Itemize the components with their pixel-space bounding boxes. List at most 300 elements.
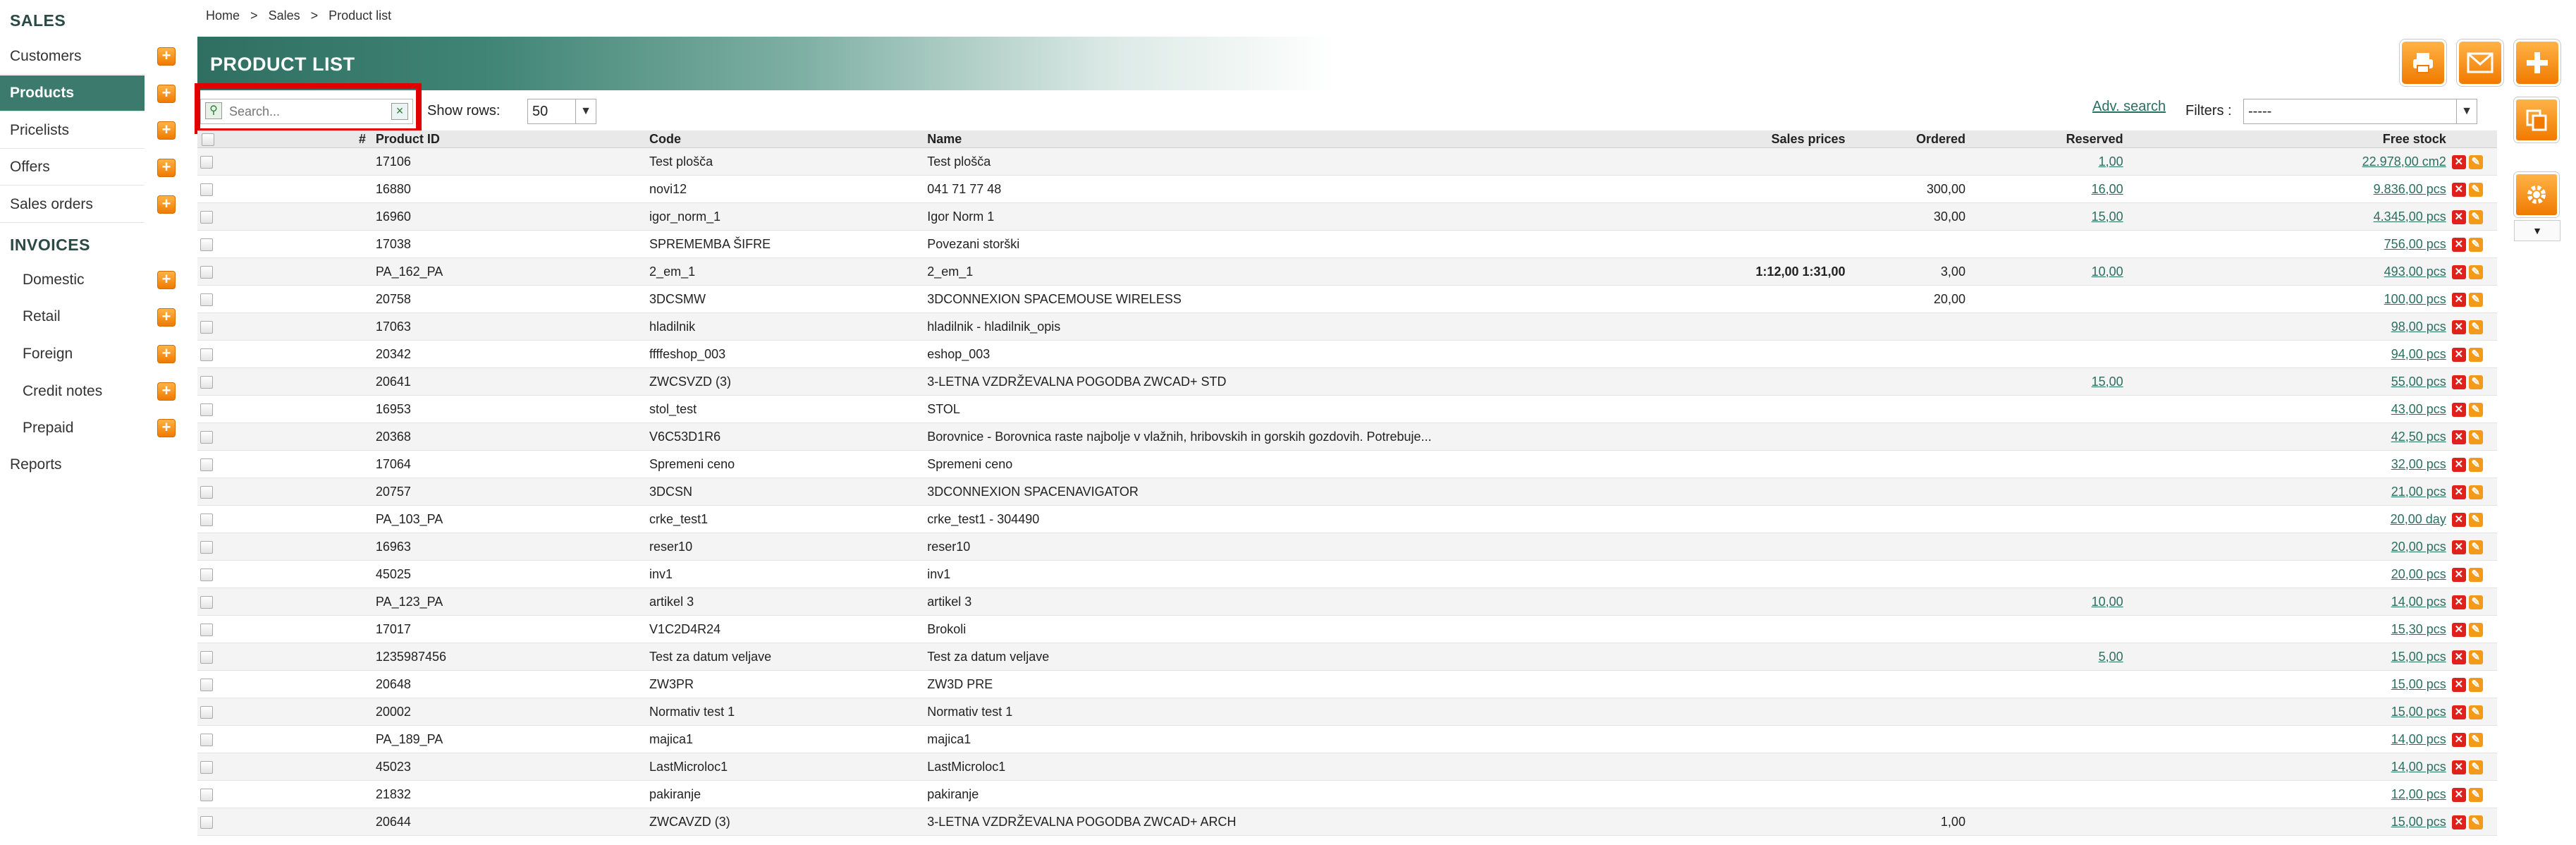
cell-free-stock-link[interactable]: 12,00 pcs <box>2391 786 2446 801</box>
cell-name: crke_test1 - 304490 <box>924 506 1743 533</box>
cell-sales-prices <box>1743 588 1848 616</box>
cell-free-stock-link[interactable]: 15,30 pcs <box>2391 621 2446 636</box>
cell-free-stock-link[interactable]: 14,00 pcs <box>2391 594 2446 609</box>
row-checkbox[interactable] <box>197 451 219 478</box>
edit-icon[interactable]: ✎ <box>2469 238 2483 252</box>
cell-code: ZWCSVZD (3) <box>646 368 924 396</box>
cell-free-stock-link[interactable]: 43,00 pcs <box>2391 401 2446 416</box>
delete-icon[interactable]: ✕ <box>2452 540 2466 554</box>
table-row[interactable] <box>197 616 2497 643</box>
cell-product-id[interactable]: 17063 <box>369 313 646 341</box>
delete-icon[interactable]: ✕ <box>2452 375 2466 389</box>
cell-reserved-link[interactable]: 10,00 <box>2091 264 2123 279</box>
edit-icon[interactable]: ✎ <box>2469 760 2483 774</box>
table-row[interactable] <box>197 808 2497 836</box>
cell-sales-prices <box>1743 231 1848 258</box>
filters-label: Filters : <box>2185 103 2232 118</box>
edit-icon[interactable]: ✎ <box>2469 320 2483 334</box>
cell-free-stock-link[interactable]: 20,00 day <box>2390 511 2446 526</box>
add-button[interactable] <box>2514 39 2560 86</box>
cell-product-id[interactable]: 20758 <box>369 286 646 313</box>
cell-reserved[interactable] <box>1968 643 2126 671</box>
cell-free-stock[interactable] <box>2126 451 2449 478</box>
row-checkbox[interactable] <box>197 671 219 698</box>
cell-code: ffffeshop_003 <box>646 341 924 368</box>
delete-icon[interactable]: ✕ <box>2452 485 2466 499</box>
cell-free-stock[interactable] <box>2126 726 2449 753</box>
cell-free-stock[interactable] <box>2126 148 2449 176</box>
cell-product-id[interactable]: 21832 <box>369 781 646 808</box>
cell-free-stock-link[interactable]: 4.345,00 pcs <box>2373 209 2446 224</box>
cell-product-id[interactable]: PA_189_PA <box>369 726 646 753</box>
delete-icon[interactable]: ✕ <box>2452 458 2466 472</box>
cell-free-stock[interactable] <box>2126 258 2449 286</box>
edit-icon[interactable]: ✎ <box>2469 458 2483 472</box>
cell-free-stock-link[interactable]: 15,00 pcs <box>2391 649 2446 664</box>
sidebar-item-label: Domestic <box>23 272 85 288</box>
table-row[interactable] <box>197 726 2497 753</box>
cell-code: V6C53D1R6 <box>646 423 924 451</box>
cell-free-stock[interactable] <box>2126 561 2449 588</box>
sidebar-item-reports[interactable] <box>0 447 145 482</box>
row-checkbox[interactable] <box>197 561 219 588</box>
cell-product-id[interactable]: 17106 <box>369 148 646 176</box>
cell-code: 3DCSN <box>646 478 924 506</box>
cell-reserved[interactable] <box>1968 148 2126 176</box>
row-checkbox[interactable] <box>197 698 219 726</box>
edit-icon[interactable]: ✎ <box>2469 788 2483 802</box>
table-row[interactable] <box>197 588 2497 616</box>
edit-icon[interactable]: ✎ <box>2469 155 2483 169</box>
edit-icon[interactable]: ✎ <box>2469 705 2483 719</box>
col-header-code[interactable]: Code <box>646 130 924 148</box>
row-num <box>219 396 369 423</box>
edit-icon[interactable]: ✎ <box>2469 265 2483 279</box>
cell-product-id[interactable]: 16880 <box>369 176 646 203</box>
cell-product-id[interactable]: 17038 <box>369 231 646 258</box>
delete-icon[interactable]: ✕ <box>2452 733 2466 747</box>
cell-product-id[interactable]: 17064 <box>369 451 646 478</box>
cell-name: 041 71 77 48 <box>924 176 1743 203</box>
edit-icon[interactable]: ✎ <box>2469 485 2483 499</box>
cell-reserved[interactable] <box>1968 451 2126 478</box>
add-product-icon[interactable]: + <box>157 85 176 103</box>
sidebar-item-label: Sales orders <box>10 196 93 212</box>
col-header-free-stock[interactable]: Free stock <box>2126 130 2449 148</box>
cell-free-stock[interactable] <box>2126 423 2449 451</box>
table-row[interactable] <box>197 478 2497 506</box>
col-header-name[interactable]: Name <box>924 130 1743 148</box>
cell-product-id[interactable]: 16960 <box>369 203 646 231</box>
cell-name: 2_em_1 <box>924 258 1743 286</box>
filters-value: ----- <box>2248 104 2272 119</box>
sidebar-item-foreign[interactable] <box>0 336 145 372</box>
cell-reserved[interactable] <box>1968 726 2126 753</box>
cell-free-stock-link[interactable]: 15,00 pcs <box>2391 814 2446 829</box>
cell-reserved[interactable] <box>1968 533 2126 561</box>
cell-free-stock[interactable] <box>2126 231 2449 258</box>
cell-name: majica1 <box>924 726 1743 753</box>
cell-ordered <box>1848 561 1968 588</box>
edit-icon[interactable]: ✎ <box>2469 403 2483 417</box>
row-checkbox[interactable] <box>197 423 219 451</box>
cell-product-id[interactable]: PA_123_PA <box>369 588 646 616</box>
cell-reserved[interactable] <box>1968 698 2126 726</box>
cell-free-stock-link[interactable]: 15,00 pcs <box>2391 676 2446 691</box>
sidebar-item-customers[interactable] <box>0 39 145 75</box>
cell-free-stock-link[interactable]: 55,00 pcs <box>2391 374 2446 389</box>
row-checkbox[interactable] <box>197 203 219 231</box>
row-checkbox[interactable] <box>197 478 219 506</box>
row-checkbox[interactable] <box>197 643 219 671</box>
settings-button[interactable] <box>2514 172 2559 217</box>
edit-icon[interactable]: ✎ <box>2469 540 2483 554</box>
cell-free-stock[interactable] <box>2126 808 2449 836</box>
cell-product-id[interactable]: 16953 <box>369 396 646 423</box>
cell-free-stock[interactable] <box>2126 176 2449 203</box>
page-header <box>197 37 2094 90</box>
cell-code: Spremeni ceno <box>646 451 924 478</box>
row-checkbox[interactable] <box>197 506 219 533</box>
show-rows-select[interactable] <box>527 99 596 124</box>
edit-icon[interactable]: ✎ <box>2469 678 2483 692</box>
cell-product-id[interactable]: 20757 <box>369 478 646 506</box>
cell-reserved[interactable] <box>1968 561 2126 588</box>
delete-icon[interactable]: ✕ <box>2452 155 2466 169</box>
edit-icon[interactable]: ✎ <box>2469 815 2483 829</box>
cell-sales-prices <box>1743 533 1848 561</box>
cell-free-stock[interactable] <box>2126 286 2449 313</box>
add-credit-note-icon[interactable]: + <box>157 382 176 401</box>
row-checkbox[interactable] <box>197 341 219 368</box>
delete-icon[interactable]: ✕ <box>2452 320 2466 334</box>
cell-reserved[interactable] <box>1968 231 2126 258</box>
sidebar-item-retail[interactable] <box>0 299 145 334</box>
cell-reserved[interactable] <box>1968 176 2126 203</box>
cell-name: reser10 <box>924 533 1743 561</box>
col-header-sales-prices[interactable]: Sales prices <box>1743 130 1848 148</box>
row-checkbox[interactable] <box>197 533 219 561</box>
mail-icon <box>2467 52 2494 73</box>
row-checkbox[interactable] <box>197 726 219 753</box>
edit-icon[interactable]: ✎ <box>2469 595 2483 609</box>
row-actions <box>2449 148 2497 176</box>
edit-icon[interactable]: ✎ <box>2469 733 2483 747</box>
cell-free-stock-link[interactable]: 14,00 pcs <box>2391 759 2446 774</box>
cell-ordered: 30,00 <box>1848 203 1968 231</box>
clear-search-icon[interactable]: × <box>391 103 408 120</box>
cell-reserved-link[interactable]: 1,00 <box>2098 154 2123 169</box>
cell-product-id[interactable]: 20648 <box>369 671 646 698</box>
edit-icon[interactable]: ✎ <box>2469 650 2483 664</box>
cell-free-stock[interactable] <box>2126 533 2449 561</box>
row-actions <box>2449 313 2497 341</box>
breadcrumb <box>206 8 398 23</box>
cell-free-stock-link[interactable]: 42,50 pcs <box>2391 429 2446 444</box>
cell-free-stock[interactable] <box>2126 781 2449 808</box>
cell-name: 3-LETNA VZDRŽEVALNA POGODBA ZWCAD+ ARCH <box>924 808 1743 836</box>
cell-name: 3-LETNA VZDRŽEVALNA POGODBA ZWCAD+ STD <box>924 368 1743 396</box>
settings-dropdown-caret[interactable]: ▼ <box>2514 220 2560 241</box>
delete-icon[interactable]: ✕ <box>2452 293 2466 307</box>
edit-icon[interactable]: ✎ <box>2469 623 2483 637</box>
cell-reserved[interactable] <box>1968 203 2126 231</box>
delete-icon[interactable]: ✕ <box>2452 348 2466 362</box>
row-checkbox[interactable] <box>197 781 219 808</box>
cell-free-stock-link[interactable]: 9.836,00 pcs <box>2373 181 2446 196</box>
cell-reserved[interactable] <box>1968 616 2126 643</box>
cell-free-stock[interactable] <box>2126 506 2449 533</box>
row-num <box>219 341 369 368</box>
cell-free-stock-link[interactable]: 100,00 pcs <box>2384 291 2446 306</box>
edit-icon[interactable]: ✎ <box>2469 348 2483 362</box>
cell-product-id[interactable]: 20368 <box>369 423 646 451</box>
cell-product-id[interactable]: 20002 <box>369 698 646 726</box>
cell-reserved[interactable] <box>1968 286 2126 313</box>
row-num <box>219 781 369 808</box>
cell-reserved-link[interactable]: 15,00 <box>2091 374 2123 389</box>
cell-product-id[interactable]: 20644 <box>369 808 646 836</box>
edit-icon[interactable]: ✎ <box>2469 430 2483 444</box>
sidebar-item-credit-notes[interactable] <box>0 374 145 409</box>
row-actions <box>2449 781 2497 808</box>
row-checkbox[interactable] <box>197 808 219 836</box>
delete-icon[interactable]: ✕ <box>2452 513 2466 527</box>
delete-icon[interactable]: ✕ <box>2452 430 2466 444</box>
cell-free-stock-link[interactable]: 20,00 pcs <box>2391 539 2446 554</box>
email-button[interactable] <box>2457 39 2503 86</box>
cell-product-id[interactable]: 1235987456 <box>369 643 646 671</box>
delete-icon[interactable]: ✕ <box>2452 595 2466 609</box>
table-row[interactable] <box>197 423 2497 451</box>
table-row[interactable] <box>197 313 2497 341</box>
cell-sales-prices <box>1743 368 1848 396</box>
cell-free-stock-link[interactable]: 98,00 pcs <box>2391 319 2446 334</box>
cell-sales-prices <box>1743 808 1848 836</box>
delete-icon[interactable]: ✕ <box>2452 650 2466 664</box>
col-header-product-id[interactable]: Product ID <box>369 130 646 148</box>
sidebar-item-offers[interactable] <box>0 150 145 186</box>
table-row[interactable] <box>197 396 2497 423</box>
cell-reserved[interactable] <box>1968 313 2126 341</box>
cell-free-stock[interactable] <box>2126 616 2449 643</box>
table-row[interactable] <box>197 561 2497 588</box>
add-customer-icon[interactable]: + <box>157 47 176 66</box>
cell-sales-prices <box>1743 671 1848 698</box>
table-header-row <box>197 130 2497 148</box>
cell-product-id[interactable]: 16963 <box>369 533 646 561</box>
row-num <box>219 478 369 506</box>
cell-free-stock-link[interactable]: 15,00 pcs <box>2391 704 2446 719</box>
cell-product-id[interactable]: PA_103_PA <box>369 506 646 533</box>
cell-ordered <box>1848 753 1968 781</box>
cell-reserved[interactable] <box>1968 588 2126 616</box>
add-domestic-icon[interactable]: + <box>157 271 176 289</box>
table-row[interactable] <box>197 368 2497 396</box>
col-header-ordered[interactable]: Ordered <box>1848 130 1968 148</box>
cell-free-stock[interactable] <box>2126 313 2449 341</box>
row-num <box>219 533 369 561</box>
cell-name: 3DCONNEXION SPACEMOUSE WIRELESS <box>924 286 1743 313</box>
cell-free-stock[interactable] <box>2126 341 2449 368</box>
cell-reserved-link[interactable]: 16,00 <box>2091 181 2123 196</box>
table-row[interactable] <box>197 231 2497 258</box>
delete-icon[interactable]: ✕ <box>2452 238 2466 252</box>
cell-product-id[interactable]: 45023 <box>369 753 646 781</box>
row-checkbox[interactable] <box>197 286 219 313</box>
row-actions <box>2449 478 2497 506</box>
table-row[interactable] <box>197 258 2497 286</box>
filters-select[interactable] <box>2243 99 2477 124</box>
table-row[interactable] <box>197 451 2497 478</box>
edit-icon[interactable]: ✎ <box>2469 210 2483 224</box>
add-retail-icon[interactable]: + <box>157 308 176 327</box>
delete-icon[interactable]: ✕ <box>2452 760 2466 774</box>
copy-button[interactable] <box>2514 97 2559 142</box>
sidebar-item-label: Retail <box>23 308 61 324</box>
cell-free-stock[interactable] <box>2126 698 2449 726</box>
cell-reserved[interactable] <box>1968 753 2126 781</box>
cell-code: inv1 <box>646 561 924 588</box>
add-offer-icon[interactable]: + <box>157 159 176 177</box>
cell-free-stock[interactable] <box>2126 588 2449 616</box>
cell-free-stock[interactable] <box>2126 671 2449 698</box>
cell-free-stock[interactable] <box>2126 753 2449 781</box>
cell-code: igor_norm_1 <box>646 203 924 231</box>
sidebar-item-prepaid[interactable] <box>0 411 145 446</box>
add-prepaid-icon[interactable]: + <box>157 419 176 437</box>
row-checkbox[interactable] <box>197 313 219 341</box>
table-row[interactable] <box>197 533 2497 561</box>
edit-icon[interactable]: ✎ <box>2469 183 2483 197</box>
delete-icon[interactable]: ✕ <box>2452 623 2466 637</box>
breadcrumb-home[interactable]: Home <box>206 8 240 23</box>
cell-product-id[interactable]: 17017 <box>369 616 646 643</box>
table-row[interactable] <box>197 286 2497 313</box>
delete-icon[interactable]: ✕ <box>2452 705 2466 719</box>
table-row[interactable] <box>197 203 2497 231</box>
cell-free-stock-link[interactable]: 94,00 pcs <box>2391 346 2446 361</box>
row-checkbox[interactable] <box>197 616 219 643</box>
cell-reserved[interactable] <box>1968 781 2126 808</box>
cell-free-stock[interactable] <box>2126 368 2449 396</box>
cell-free-stock-link[interactable]: 32,00 pcs <box>2391 456 2446 471</box>
cell-free-stock-link[interactable]: 756,00 pcs <box>2384 236 2446 251</box>
row-checkbox[interactable] <box>197 231 219 258</box>
cell-reserved[interactable] <box>1968 506 2126 533</box>
table-row[interactable] <box>197 176 2497 203</box>
cell-reserved[interactable] <box>1968 671 2126 698</box>
delete-icon[interactable]: ✕ <box>2452 568 2466 582</box>
delete-icon[interactable]: ✕ <box>2452 678 2466 692</box>
cell-reserved[interactable] <box>1968 258 2126 286</box>
cell-free-stock-link[interactable]: 14,00 pcs <box>2391 731 2446 746</box>
row-checkbox[interactable] <box>197 368 219 396</box>
cell-product-id[interactable]: PA_162_PA <box>369 258 646 286</box>
cell-reserved[interactable] <box>1968 808 2126 836</box>
row-num <box>219 148 369 176</box>
col-header-reserved[interactable]: Reserved <box>1968 130 2126 148</box>
row-checkbox[interactable] <box>197 176 219 203</box>
cell-free-stock-link[interactable]: 21,00 pcs <box>2391 484 2446 499</box>
cell-reserved[interactable] <box>1968 478 2126 506</box>
cell-reserved-link[interactable]: 10,00 <box>2091 594 2123 609</box>
row-checkbox[interactable] <box>197 753 219 781</box>
cell-free-stock[interactable] <box>2126 203 2449 231</box>
sidebar-item-domestic[interactable] <box>0 262 145 298</box>
cell-sales-prices <box>1743 451 1848 478</box>
cell-code: reser10 <box>646 533 924 561</box>
table-row[interactable] <box>197 643 2497 671</box>
print-button[interactable] <box>2400 39 2446 86</box>
cell-ordered <box>1848 231 1968 258</box>
sidebar-item-sales-orders[interactable] <box>0 187 145 223</box>
edit-icon[interactable]: ✎ <box>2469 568 2483 582</box>
cell-ordered: 20,00 <box>1848 286 1968 313</box>
edit-icon[interactable]: ✎ <box>2469 513 2483 527</box>
cell-sales-prices <box>1743 643 1848 671</box>
sidebar-item-products[interactable] <box>0 75 145 111</box>
cell-reserved[interactable] <box>1968 423 2126 451</box>
cell-reserved-link[interactable]: 5,00 <box>2098 649 2123 664</box>
cell-free-stock-link[interactable]: 493,00 pcs <box>2384 264 2446 279</box>
search-icon[interactable]: ⚲ <box>205 102 222 119</box>
delete-icon[interactable]: ✕ <box>2452 210 2466 224</box>
row-checkbox[interactable] <box>197 148 219 176</box>
row-checkbox[interactable] <box>197 396 219 423</box>
cell-product-id[interactable]: 45025 <box>369 561 646 588</box>
cell-free-stock[interactable] <box>2126 478 2449 506</box>
search-highlight-box <box>195 83 422 134</box>
delete-icon[interactable]: ✕ <box>2452 403 2466 417</box>
advanced-search-link[interactable]: Adv. search <box>2092 99 2166 114</box>
row-checkbox[interactable] <box>197 588 219 616</box>
delete-icon[interactable]: ✕ <box>2452 265 2466 279</box>
add-sales-order-icon[interactable]: + <box>157 195 176 214</box>
table-row[interactable] <box>197 148 2497 176</box>
delete-icon[interactable]: ✕ <box>2452 788 2466 802</box>
cell-product-id[interactable]: 20641 <box>369 368 646 396</box>
table-row[interactable] <box>197 698 2497 726</box>
cell-free-stock-link[interactable]: 20,00 pcs <box>2391 566 2446 581</box>
cell-reserved[interactable] <box>1968 341 2126 368</box>
cell-reserved[interactable] <box>1968 368 2126 396</box>
select-all-checkbox[interactable] <box>197 130 219 148</box>
col-header-actions <box>2449 130 2497 148</box>
row-checkbox[interactable] <box>197 258 219 286</box>
sidebar-item-pricelists[interactable] <box>0 113 145 149</box>
table-row[interactable] <box>197 753 2497 781</box>
cell-product-id[interactable]: 20342 <box>369 341 646 368</box>
add-pricelist-icon[interactable]: + <box>157 121 176 140</box>
delete-icon[interactable]: ✕ <box>2452 815 2466 829</box>
table-row[interactable] <box>197 341 2497 368</box>
cell-reserved-link[interactable]: 15,00 <box>2091 209 2123 224</box>
cell-ordered <box>1848 698 1968 726</box>
cell-free-stock[interactable] <box>2126 396 2449 423</box>
table-row[interactable] <box>197 671 2497 698</box>
breadcrumb-sales[interactable]: Sales <box>268 8 300 23</box>
table-row[interactable] <box>197 781 2497 808</box>
delete-icon[interactable]: ✕ <box>2452 183 2466 197</box>
table-row[interactable] <box>197 506 2497 533</box>
cell-reserved[interactable] <box>1968 396 2126 423</box>
edit-icon[interactable]: ✎ <box>2469 375 2483 389</box>
cell-free-stock[interactable] <box>2126 643 2449 671</box>
add-foreign-icon[interactable]: + <box>157 345 176 363</box>
cell-free-stock-link[interactable]: 22.978,00 cm2 <box>2362 154 2446 169</box>
edit-icon[interactable]: ✎ <box>2469 293 2483 307</box>
